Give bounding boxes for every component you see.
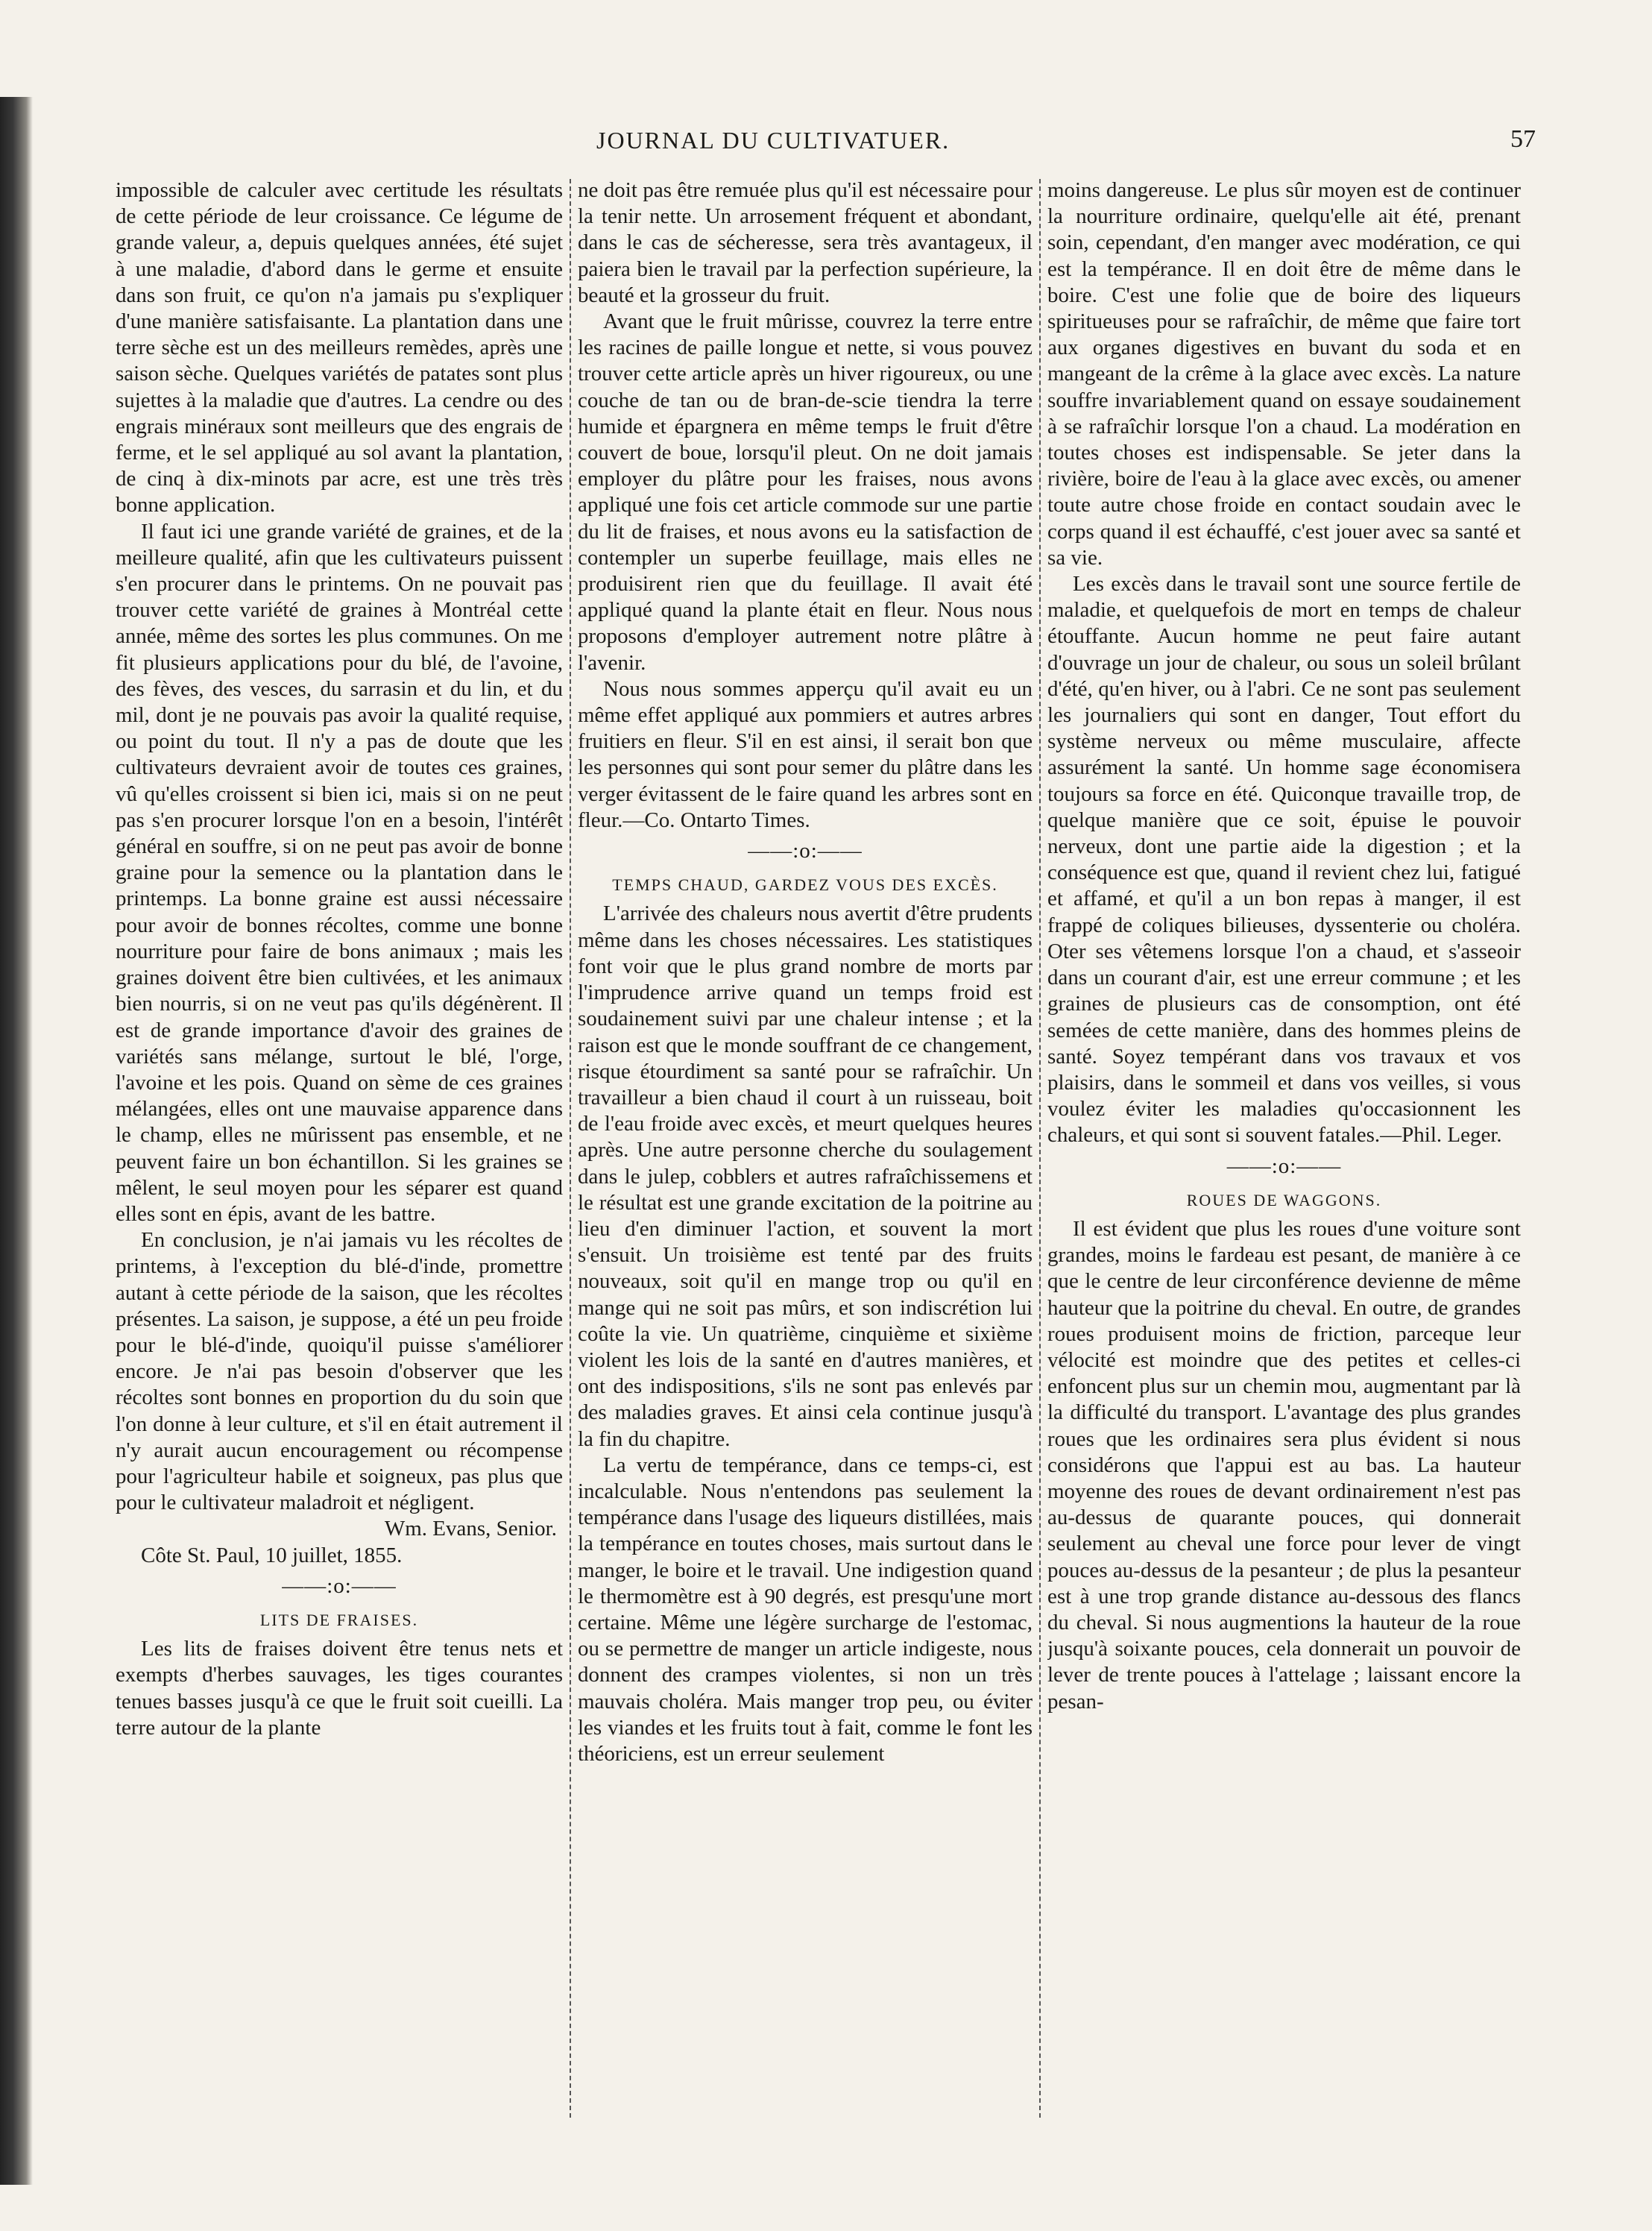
section-separator: ——:o:——	[282, 1573, 397, 1598]
paragraph: Les lits de fraises doivent être tenus nets et exempts d'herbes sauvages, les tiges courantes tenues basses jusqu'à ce que le fruit soit cueilli. La terre autour de la plante	[116, 1637, 563, 1740]
paragraph: La vertu de tempérance, dans ce temps-ci, est incalculable. Nous n'entendons pas seulement la tempérance dans l'usage des liqueurs distillées, mais la tempérance en toutes choses, mais surtout dans le manger, le boire et le travail. Une indigestion quand le thermomètre est à 90 degrés, est presqu'une mort certaine. Même une légère surcharge de l'estomac, ou se permettre de manger un article indigeste, nous donnent des crampes violentes, si non un très mauvais choléra. Mais manger trop peu, ou éviter les viandes et les fruits tout à fait, comme le font les théoriciens, est un erreur seulement	[578, 1453, 1032, 1766]
paragraph: ne doit pas être remuée plus qu'il est nécessaire pour la tenir nette. Un arrosement fréquent et abondant, dans le cas de sécheresse, sera très avantageux, il paiera bien le travail par la perfection supérieure, la beauté et la grosseur du fruit.	[578, 178, 1032, 307]
dateline: Côte St. Paul, 10 juillet, 1855.	[141, 1543, 403, 1567]
author-signature: Wm. Evans, Senior.	[384, 1517, 557, 1541]
section-heading: ROUES DE WAGGONS.	[1186, 1190, 1382, 1209]
paragraph: Il est évident que plus les roues d'une voiture sont grandes, moins le fardeau est pesant, de manière à ce que le centre de leur circonférence devienne de même hauteur que la poitrine du cheval. En outre, de grandes roues produisent moins de friction, parceque leur vélocité est moindre que des petites et celles-ci enfoncent plus sur un chemin mou, augmentant par là la difficulté du transport. L'avantage des plus grandes roues que les ordinaires sera plus évident si nous considérons que l'appui est au bas. La hauteur moyenne des roues de devant ordinairement n'est pas au-dessus de quarante pouces, qui donnerait seulement au cheval une force pour lever de vingt pouces au-dessus de la pesanteur ; de plus la pesanteur est à une trop grande distance au-dessous des flancs du cheval. Si nous augmentions la hauteur de la roue jusqu'à soixante pouces, cela donnerait un pouvoir de lever de trente pouces à l'attelage ; laissant encore la pesan-	[1047, 1216, 1521, 1714]
section-heading: TEMPS CHAUD, GARDEZ VOUS DES EXCÈS.	[612, 875, 998, 895]
paragraph: Les excès dans le travail sont une source fertile de maladie, et quelquefois de mort en temps de chaleur étouffante. Aucun homme ne peut faire autant d'ouvrage un jour de chaleur, ou sous un soleil brûlant d'été, qu'en hiver, ou à l'abri. Ce ne sont pas seulement les journaliers qui sont en danger, Tout effort du système nerveux ou même musculaire, affecte assurément la santé. Un homme sage économisera toujours sa force en été. Quiconque travaille trop, de quelque manière que ce soit, épuise le pouvoir nerveux, dont une partie aide la digestion ; et la conséquence est que, quand il revient chez lui, fatigué et affamé, et qu'il a un bon repas à manger, il est frappé de coliques bilieuses, dyssenterie ou choléra. Oter ses vêtemens lorsque l'on a chaud, et s'asseoir dans un courant d'air, est une erreur commune ; et les graines de plusieurs cas de consomption, ont été semées de cette manière, dans des hommes pleins de santé. Soyez tempérant dans vos travaux et vos plaisirs, dans le sommeil et dans vos veilles, si vous voulez éviter les maladies qu'occasionnent les chaleurs, et qui sont si souvent fatales.—Phil. Leger.	[1047, 572, 1521, 1148]
column-2	[578, 177, 1032, 2153]
column-3	[1047, 177, 1521, 2153]
paragraph: L'arrivée des chaleurs nous avertit d'être prudents même dans les choses nécessaires. Les statistiques font voir que le plus grand nombre de morts par l'imprudence arrive quand un temps froid est soudainement suivi par une chaleur intense ; et la raison est que le monde souffrant de ce changement, risque étourdiment sa santé pour se rafraîchir. Un travailleur a bien chaud il court à un ruisseau, boit de l'eau froide avec excès, et meurt quelques heures après. Une autre personne cherche du soulagement dans le julep, cobblers et autres rafraîchissemens et le résultat est une grande excitation de la poitrine au lieu d'en diminuer l'action, et souvent la mort s'ensuit. Un troisième est tenté par des fruits nouveaux, soit qu'il en mange trop ou qu'il en mange qui ne soit pas mûrs, et son indiscrétion lui coûte la vie. Un quatrième, cinquième et sixième violent les lois de la santé en d'autres manières, et ont des indispositions, s'ils ne sont pas enlevés par des maladies graves. Et ainsi cela continue jusqu'à la fin du chapitre.	[578, 901, 1032, 1451]
running-title: JOURNAL DU CULTIVATUER.	[596, 127, 950, 154]
paragraph: Avant que le fruit mûrisse, couvrez la terre entre les racines de paille longue et nette, si vous pouvez trouver cette article après un hiver rigoureux, ou une couche de tan ou de bran-de-scie tiendra la terre humide et épargnera en même temps le fruit d'être couvert de boue, lorsqu'il pleut. On ne doit jamais employer du plâtre pour les fraises, nous avons appliqué une fois cet article commode sur une partie du lit de fraises, et nous avons eu la satisfaction de contempler un superbe feuillage, mais elles ne produisirent rien que du feuillage. Il avait été appliqué quand la plante était en fleur. Nous nous proposons d'employer autrement notre plâtre à l'avenir.	[578, 309, 1032, 675]
page-number: 57	[1510, 125, 1536, 153]
column-divider-1	[570, 179, 571, 2118]
section-heading: LITS DE FRAISES.	[259, 1610, 419, 1629]
section-separator: ——:o:——	[1226, 1154, 1342, 1178]
paragraph: Nous nous sommes apperçu qu'il avait eu un même effet appliqué aux pommiers et autres arbres fruitiers en fleur. S'il en est ainsi, il serait bon que les personnes qui sont pour semer du plâtre dans les verger évitassent de le faire quand les arbres sont en fleur.—Co. Ontarto Times.	[578, 676, 1032, 832]
paragraph: En conclusion, je n'ai jamais vu les récoltes de printems, à l'exception du blé-d'inde, promettre autant à cette période de la saison, que les récoltes présentes. La saison, je suppose, a été un peu froide pour le blé-d'inde, quoiqu'il puisse s'améliorer encore. Je n'ai pas besoin d'observer que les récoltes sont bonnes en proportion du du soin que l'on donne à leur culture, et s'il en était autrement il n'y aurait aucun encouragement ou récompense pour l'agriculteur habile et soigneux, pas plus que pour le cultivateur maladroit et négligent.	[116, 1228, 563, 1515]
column-divider-2	[1039, 179, 1041, 2118]
column-1	[116, 177, 563, 2153]
paragraph: moins dangereuse. Le plus sûr moyen est de continuer la nourriture ordinaire, quelqu'elle ait été, prenant soin, cependant, d'en manger avec modération, ce qui est la tempérance. Il en doit être de même dans le boire. C'est une folie que de boire des liqueurs spiritueuses pour se rafraîchir, de même que faire tort aux organes digestives en buvant du soda et en mangeant de la crême à la glace avec excès. La nature souffre invariablement quand on essaye soudainement à se rafraîchir lorsque l'on a chaud. La modération en toutes choses est indispensable. Se jeter dans la rivière, boire de l'eau à la glace avec excès, ou amener toute autre chose froide en contact soudain avec le corps quand il est échauffé, c'est jouer avec sa santé et sa vie.	[1047, 178, 1521, 570]
paragraph: impossible de calculer avec certitude les résultats de cette période de leur croissance. Ce légume de grande valeur, a, depuis quelques années, été sujet à une maladie, d'abord dans le germe et ensuite dans son fruit, ce qu'on n'a jamais pu s'expliquer d'une manière satisfaisante. La plantation dans une terre sèche est un des meilleurs remèdes, après une saison sèche. Quelques variétés de patates sont plus sujettes à la maladie que d'autres. La cendre ou des engrais minéraux sont meilleurs que des engrais de ferme, et le sel appliqué au sol avant la plantation, de cinq à dix-minots par acre, est une très très bonne application.	[116, 178, 563, 517]
page-header	[119, 112, 1536, 157]
paragraph: Il faut ici une grande variété de graines, et de la meilleure qualité, afin que les cultivateurs puissent s'en procurer dans le printems. On ne pouvait pas trouver cette variété de graines à Montréal cette année, même des sortes les plus communes. On me fit plusieurs applications pour du blé, de l'avoine, des fèves, des vesces, du sarrasin et du lin, et du mil, dont je ne pouvais pas avoir la qualité requise, ou point du tout. Il n'y a pas de doute que les cultivateurs devraient avoir de toutes ces graines, vû qu'elles croissent si bien ici, mais si on ne peut pas s'en procurer lorsque l'on en a besoin, l'intérêt général en souffre, si on ne peut pas avoir de bonne graine pour la semence ou la plantation dans le printemps. La bonne graine est aussi nécessaire pour avoir de bonnes récoltes, comme une bonne nourriture pour faire de bons animaux ; mais les graines doivent être bien cultivées, et les animaux bien nourris, si on ne veut pas qu'ils dégénèrent. Il est de grande importance d'avoir des graines de variétés sans mélange, surtout le blé, l'orge, l'avoine et les pois. Quand on sème de ces graines mélangées, elles ont une mauvaise apparence dans le champ, elles ne mûrissent pas ensemble, et ne peuvent faire un bon échantillon. Si les graines se mêlent, le seul moyen pour les séparer est quand elles sont en épis, avant de les battre.	[116, 519, 563, 1226]
book-binding-edge	[0, 97, 33, 2185]
section-separator: ——:o:——	[748, 839, 863, 863]
